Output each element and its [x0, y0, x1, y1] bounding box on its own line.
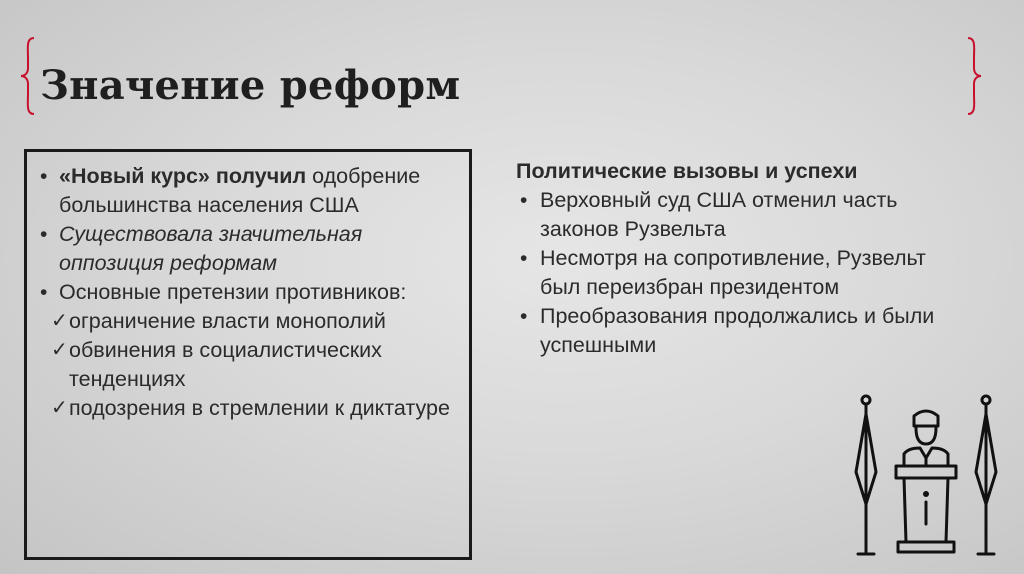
left-brace-icon: [18, 36, 38, 116]
left-bullet-list: [31, 162, 467, 423]
list-item-text: одобрение большинства населения США: [59, 164, 421, 217]
sub-list-item-text: ограничение власти монополий: [69, 309, 386, 333]
list-item: [516, 244, 956, 302]
right-brace-icon: [964, 36, 984, 116]
sub-list-item: [31, 336, 467, 394]
list-item-text: Преобразования продолжались и были успешными: [540, 304, 935, 357]
bullet-icon: •: [40, 281, 48, 304]
list-item-text: Основные претензии противников:: [59, 280, 407, 304]
list-item-text: Несмотря на сопротивление, Рузвельт был переизбран президентом: [540, 246, 926, 299]
left-text-box: [24, 149, 472, 560]
sub-list-item: [31, 307, 467, 336]
bullet-icon: •: [40, 165, 48, 188]
bullet-icon: •: [520, 189, 528, 212]
list-item: [31, 162, 467, 220]
list-item-text: Существовала значительная оппозиция реформам: [59, 222, 363, 275]
speaker-podium-with-flags-icon: [846, 392, 1006, 562]
list-item: [516, 302, 956, 360]
bullet-icon: •: [520, 247, 528, 270]
right-text-column: [516, 157, 956, 360]
checkmark-icon: ✓: [51, 310, 68, 332]
sub-list-item-text: обвинения в социалистических тенденциях: [69, 338, 382, 391]
list-item-text: Верховный суд США отменил часть законов Рузвельта: [540, 188, 898, 241]
checkmark-icon: ✓: [51, 339, 68, 361]
bullet-icon: •: [40, 223, 48, 246]
slide-title: Значение реформ: [40, 62, 461, 109]
sub-list: [31, 307, 467, 423]
sub-list-item-text: подозрения в стремлении к диктатуре: [69, 396, 450, 420]
sub-list-item: [31, 394, 467, 423]
list-item-lead: «Новый курс» получил: [59, 164, 307, 188]
bullet-icon: •: [520, 305, 528, 328]
right-heading: Политические вызовы и успехи: [516, 159, 858, 183]
right-bullet-list: [516, 186, 956, 360]
list-item: [31, 220, 467, 278]
checkmark-icon: ✓: [51, 397, 68, 419]
list-item: [516, 186, 956, 244]
list-item: [31, 278, 467, 423]
